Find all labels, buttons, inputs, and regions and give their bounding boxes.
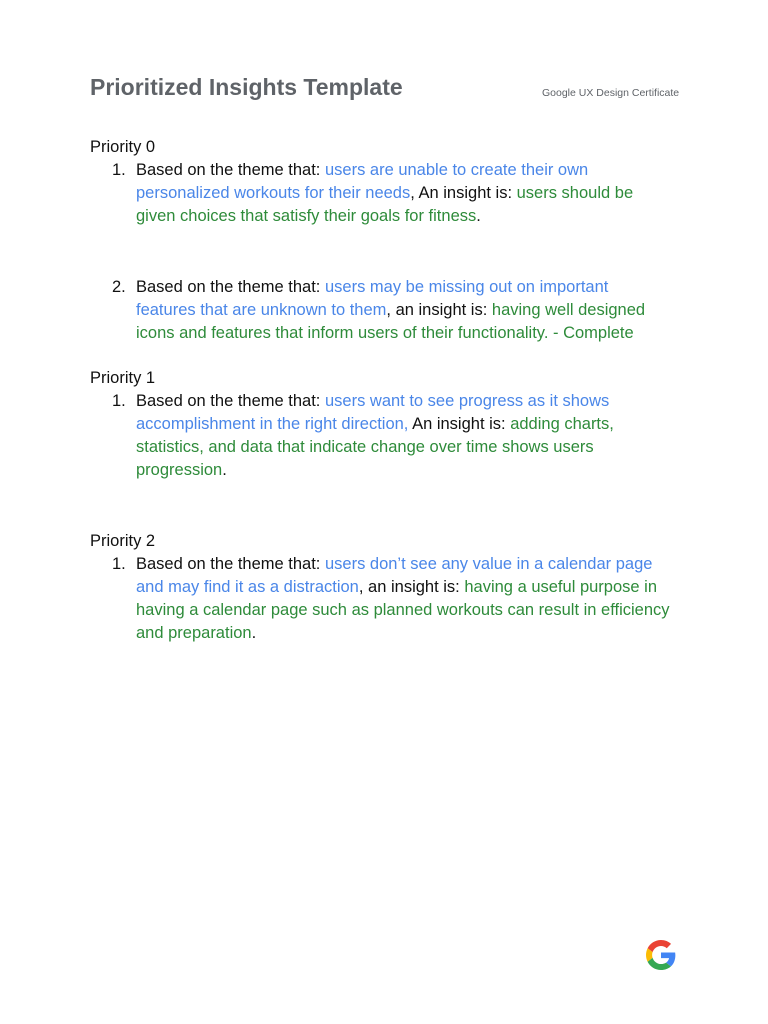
item-suffix: . (222, 461, 227, 479)
list-item-number: 1. (112, 161, 126, 179)
list-item (90, 159, 670, 228)
list-item-number: 2. (112, 278, 126, 296)
priority-heading: Priority 1 (90, 369, 156, 387)
item-middle: An insight is: (412, 415, 511, 433)
theme-text: users don’t see any value in a calendar page and may find it as a distraction (136, 555, 653, 596)
document-body (90, 136, 670, 645)
list-item-number: 1. (112, 555, 126, 573)
item-prefix: Based on the theme that: (136, 278, 325, 296)
insight-text: having well designed icons and features that inform users of their functionality. - Complete (136, 301, 646, 342)
item-prefix: Based on the theme that: (136, 161, 325, 179)
page-title: Prioritized Insights Template (90, 74, 403, 100)
list-item (90, 390, 670, 482)
item-middle: , An insight is: (410, 184, 517, 202)
item-middle: , an insight is: (358, 578, 465, 596)
priority-heading: Priority 0 (90, 138, 156, 156)
insight-text: users should be given choices that satisfy their goals for fitness (136, 184, 634, 225)
insight-text: adding charts, statistics, and data that indicate change over time shows users progression (136, 415, 614, 479)
google-g-logo-icon (646, 940, 676, 970)
theme-text: users want to see progress as it shows accomplishment in the right direction, (136, 392, 610, 433)
priority-section-2 (90, 530, 670, 645)
certificate-label: Google UX Design Certificate (542, 87, 680, 99)
insight-text: having a useful purpose in having a calendar page such as planned workouts can result in efficiency and preparation (136, 578, 670, 642)
item-suffix: . (476, 207, 481, 225)
item-prefix: Based on the theme that: (136, 392, 325, 410)
theme-text: users are unable to create their own personalized workouts for their needs (136, 161, 589, 202)
priority-heading: Priority 2 (90, 532, 156, 550)
item-middle: , an insight is: (386, 301, 492, 319)
priority-section-0 (90, 136, 670, 345)
priority-section-1 (90, 367, 670, 482)
theme-text: users may be missing out on important features that are unknown to them (136, 278, 609, 319)
list-item (90, 276, 670, 345)
list-item (90, 553, 670, 645)
item-prefix: Based on the theme that: (136, 555, 325, 573)
list-item-number: 1. (112, 392, 126, 410)
item-suffix: . (251, 624, 257, 642)
